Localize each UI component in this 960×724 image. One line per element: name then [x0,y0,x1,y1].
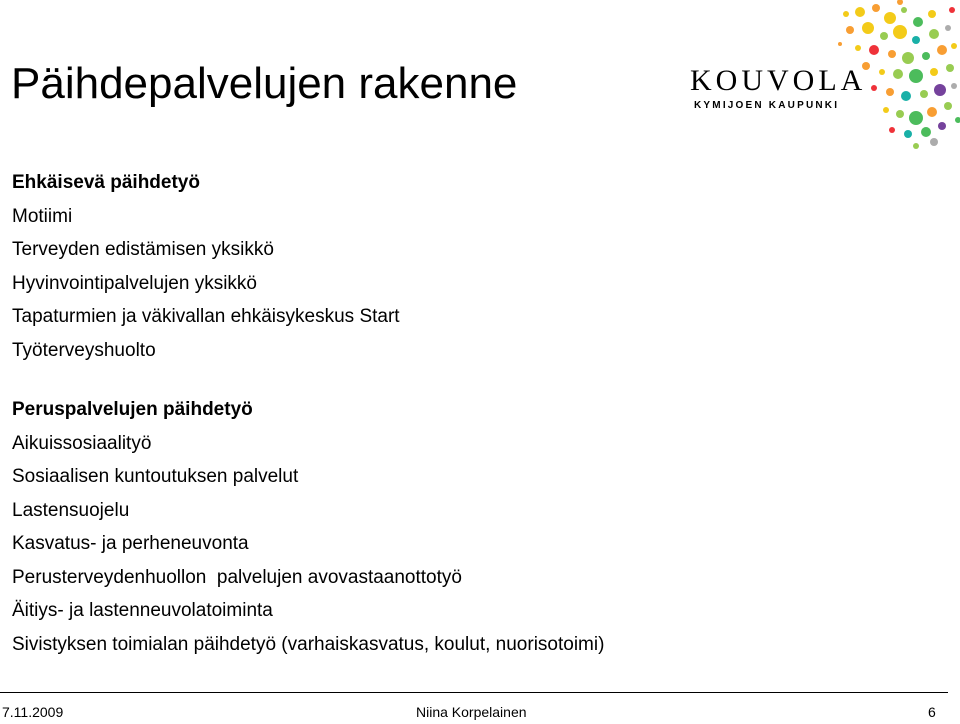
emblem-dot [930,68,938,76]
emblem-dot [888,50,896,58]
list-item: Kasvatus- ja perheneuvonta [12,533,249,554]
logo-tagline: KYMIJOEN KAUPUNKI [694,100,840,111]
list-item: Terveyden edistämisen yksikkö [12,239,274,260]
section-basic-services [12,393,604,661]
emblem-dot [928,10,936,18]
emblem-dot [902,52,914,64]
emblem-dot [913,143,919,149]
emblem-dot [846,26,854,34]
list-item: Sivistyksen toimialan päihdetyö (varhaiskasvatus, koulut, nuorisotoimi) [12,633,605,655]
emblem-dot [955,117,960,123]
emblem-dot [838,42,842,46]
emblem-dot [896,110,904,118]
emblem-dot [872,4,880,12]
emblem-dot [949,7,955,13]
footer-date: 7.11.2009 [2,704,64,720]
logo-wordmark: KOUVOLA [690,64,867,97]
emblem-dot [843,11,849,17]
emblem-dot [871,85,877,91]
list-item: Lastensuojelu [12,499,130,521]
list-item: Työterveyshuolto [12,339,156,361]
section-heading: Peruspalvelujen päihdetyö [12,399,253,420]
emblem-dot [901,7,907,13]
emblem-dot [904,130,912,138]
emblem-dot [913,17,923,27]
list-item: Äitiys- ja lastenneuvolatoiminta [12,600,273,621]
list-item: Hyvinvointipalvelujen yksikkö [12,272,257,294]
emblem-dot [921,127,931,137]
emblem-dot [937,45,947,55]
emblem-dot [889,127,895,133]
emblem-dot [912,36,920,44]
emblem-dot [951,43,957,49]
emblem-dot [855,7,865,17]
list-item: Aikuissosiaalityö [12,432,152,454]
emblem-dot [901,91,911,101]
emblem-dot [934,84,946,96]
footer-divider [0,692,948,693]
list-item: Motiimi [12,205,73,227]
emblem-dot [920,90,928,98]
emblem-dot [855,45,861,51]
emblem-dot [938,122,946,130]
emblem-dot [880,32,888,40]
emblem-dot [909,69,923,83]
emblem-dot [879,69,885,75]
emblem-dot [944,102,952,110]
emblem-dot [869,45,879,55]
section-heading: Ehkäisevä päihdetyö [12,172,200,193]
emblem-dot [927,107,937,117]
list-item: Sosiaalisen kuntoutuksen palvelut [12,466,299,487]
list-item: Perusterveydenhuollon palvelujen avovastaanottotyö [12,566,462,588]
section-spacer [12,367,604,393]
emblem-dot [951,83,957,89]
page-title: Päihdepalvelujen rakenne [11,59,518,108]
emblem-dot [930,138,938,146]
emblem-dot [884,12,896,24]
emblem-dot [929,29,939,39]
emblem-dot [945,25,951,31]
footer-author: Niina Korpelainen [416,704,527,720]
emblem-dot [893,69,903,79]
emblem-dot [883,107,889,113]
emblem-dot [909,111,923,125]
page-number: 6 [928,704,936,720]
list-item: Tapaturmien ja väkivallan ehkäisykeskus Start [12,306,400,327]
emblem-dot [922,52,930,60]
slide-content [12,166,604,661]
kouvola-logo [690,66,866,111]
section-preventive [12,166,604,367]
emblem-dot [897,0,903,5]
emblem-dot [886,88,894,96]
emblem-dot [893,25,907,39]
emblem-dot [862,22,874,34]
emblem-dot [946,64,954,72]
